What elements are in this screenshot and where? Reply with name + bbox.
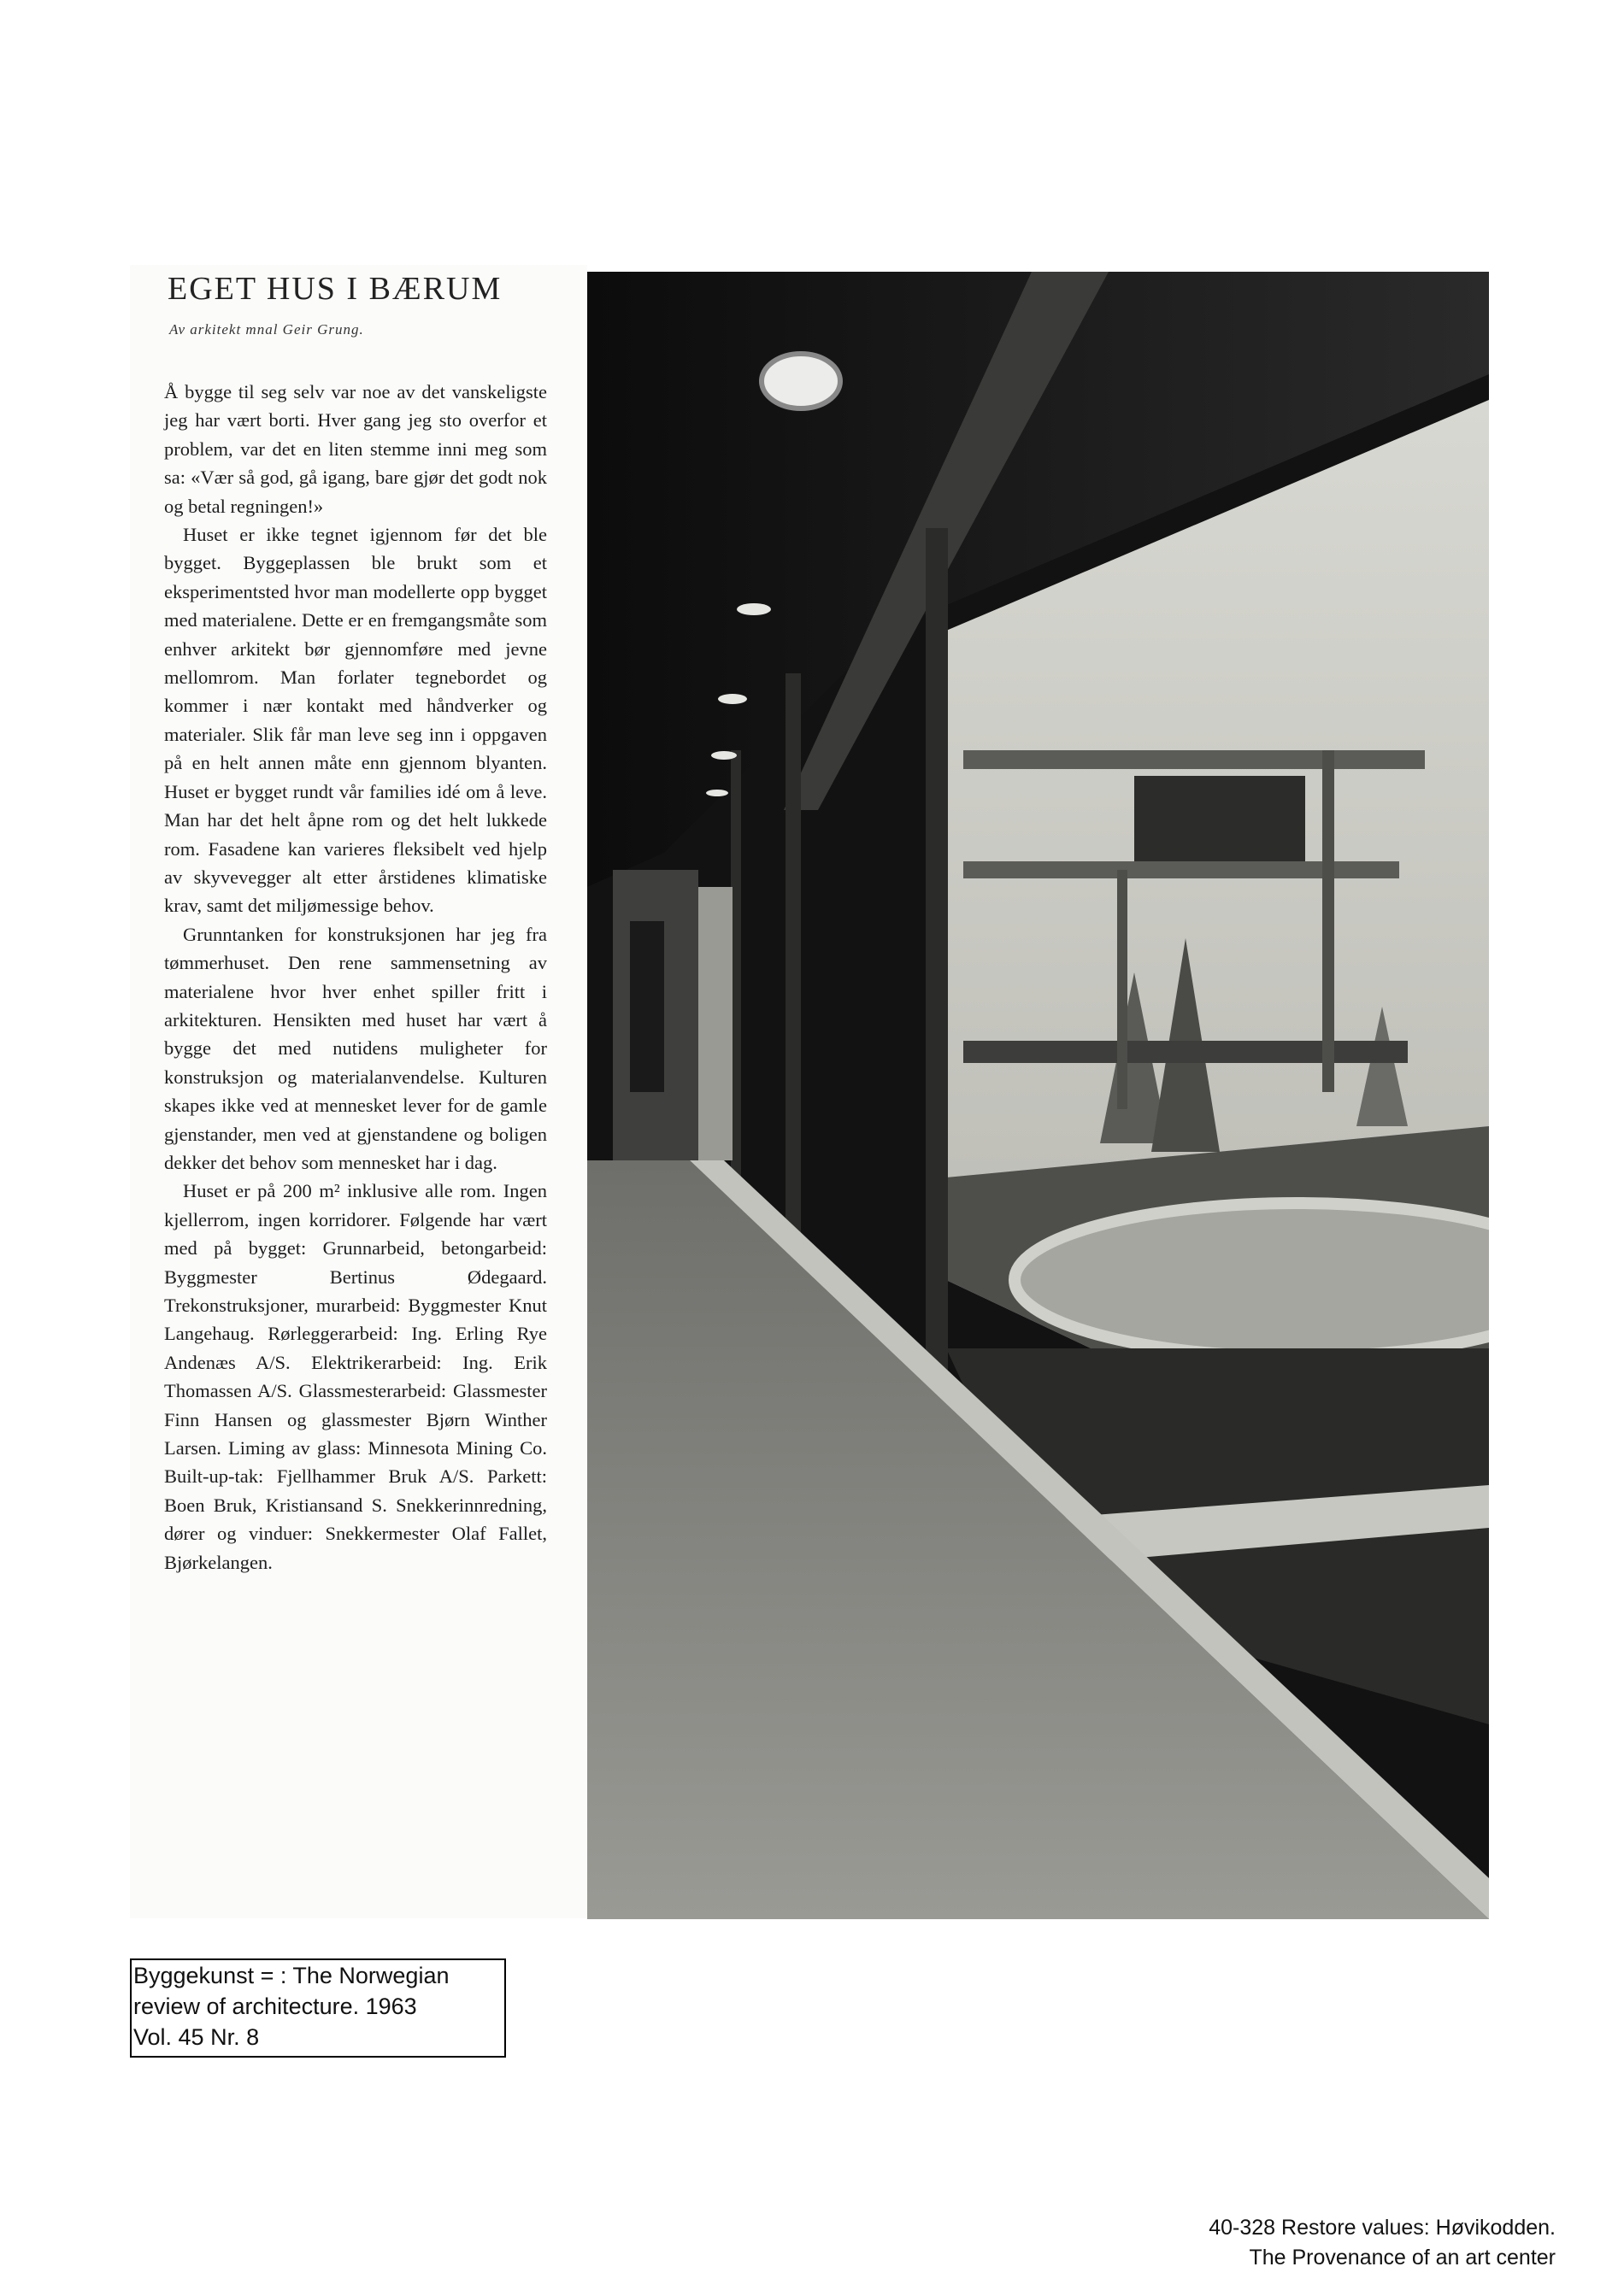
footer-line: The Provenance of an art center xyxy=(1249,2246,1556,2270)
article-byline: Av arkitekt mnal Geir Grung. xyxy=(169,321,364,338)
citation-line: review of architecture. 1963 xyxy=(133,1994,417,2019)
ceiling-light xyxy=(737,603,771,615)
pool xyxy=(1015,1203,1489,1357)
article-title: EGET HUS I BÆRUM xyxy=(168,271,503,307)
house-interior-photo xyxy=(587,272,1489,1919)
article-paragraph: Huset er på 200 m² inklusive alle rom. Ingen kjellerrom, ingen korridorer. Følgende har vært med på bygget: Grunnarbeid, betongarbeid: Byggmester Bertinus Ødegaard. Trekonstruksjoner, murarbeid: Byggmester Knut Langehaug. Rørleggerarbeid: Ing. Erling Rye Andenæs A/S. Elektrikerarbeid: Ing. Erik Thomassen A/S. Glassmesterarbeid: Glassmester Finn Hansen og glassmester Bjørn Winther Larsen. Liming av glass: Minnesota Mining Co. Built-up-tak: Fjellhammer Bruk A/S. Parkett: Boen Bruk, Kristiansand S. Snekkerinnredning, dører og vinduer: Snekkermester Olaf Fallet, Bjørkelangen. xyxy=(164,1180,547,1573)
page-footer xyxy=(1209,2213,1556,2273)
ceiling-light xyxy=(706,790,728,796)
article-body xyxy=(164,378,547,1577)
photo-illustration xyxy=(587,272,1489,1919)
footer-line: 40-328 Restore values: Høvikodden. xyxy=(1209,2216,1556,2240)
article-paragraph: Grunntanken for konstruksjonen har jeg fra tømmerhuset. Den rene sammensetning av materialene hvor hver enhet spiller fritt i arkitekturen. Hensikten med huset har vært å bygge det med nutidens muligheter for konstruksjon og materialanvendelse. Kulturen skapes ikke ved at mennesket lever for de gamle gjenstander, men ved at gjenstandene og boligen dekker det behov som mennesket har i dag. xyxy=(164,923,547,1173)
source-citation-box xyxy=(130,1958,506,2058)
article-paragraph: Å bygge til seg selv var noe av det vanskeligste jeg har vært borti. Hver gang jeg sto overfor et problem, var det en liten stemme inni meg som sa: «Vær så god, gå igang, bare gjør det godt nok og betal regningen!» xyxy=(164,381,547,517)
ceiling-light xyxy=(718,694,747,704)
citation-line: Byggekunst = : The Norwegian xyxy=(133,1963,450,1988)
article-paragraph: Huset er ikke tegnet igjennom før det ble bygget. Byggeplassen ble brukt som et eksperimentsted hvor man modellerte opp bygget med materialene. Dette er en fremgangsmåte som enhver arkitekt bør gjennomføre med jevne mellomrom. Man forlater tegnebordet og kommer i nær kontakt med håndverker og materialer. Slik får man leve seg inn i oppgaven på en helt annen måte enn gjennom blyanten. Huset er bygget rundt vår families idé om å leve. Man har det helt åpne rom og det helt lukkede rom. Fasadene kan varieres fleksibelt ved hjelp av skyvevegger alt etter årstidenes klimatiske krav, samt det miljømessige behov. xyxy=(164,524,547,917)
ceiling-light xyxy=(711,751,737,760)
citation-line: Vol. 45 Nr. 8 xyxy=(133,2024,260,2050)
ceiling-light xyxy=(762,354,840,408)
